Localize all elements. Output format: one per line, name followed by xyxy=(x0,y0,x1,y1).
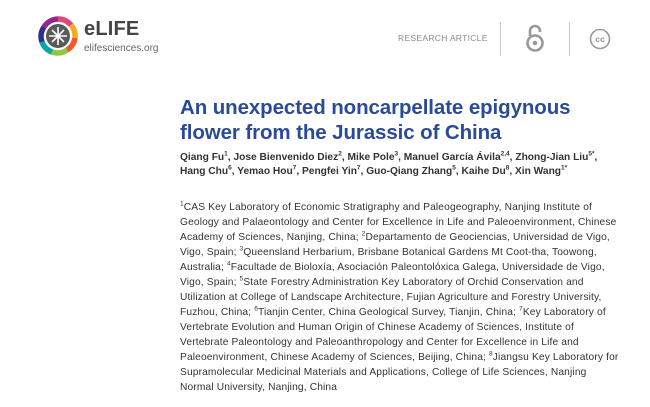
author-affiliation-marker: 7 xyxy=(292,164,297,172)
author-affiliation-marker: 6 xyxy=(228,164,232,172)
affiliation-text: Facultade de Bioloxía, Asociación Paleontolóxica Galega, Universidade de Vigo, Vigo, Spain; xyxy=(180,262,605,288)
affiliation-text: CAS Key Laboratory of Economic Stratigraphy and Paleogeography, Nanjing Institute of Geology and Palaeontology and Center for Excellence in Life and Paleoenvironment, Chinese Academy of Sciences, Nanjing, China; xyxy=(180,202,617,243)
affiliation-text: Departamento de Geociencias, Universidad de Vigo, Vigo, Spain; xyxy=(180,232,610,258)
affiliation-marker: 4 xyxy=(226,260,231,268)
author-affiliation-marker: 2,4 xyxy=(500,150,510,158)
affiliation-text: Key Laboratory of Vertebrate Evolution and Human Origin of Chinese Academy of Sciences, Institute of Vertebrate Paleontology and Paleoanthropology and Center for Excellence in Life and Paleoenvironment, Chinese Academy of Sciences, Beijing, China; xyxy=(180,307,606,363)
affiliation-text: State Forestry Administration Key Laboratory of Orchid Conservation and Utilization at College of Landscape Architecture, Fujian Agriculture and Forestry University, Fuzhou, China; xyxy=(180,277,602,318)
header-divider xyxy=(500,22,501,56)
logo-url[interactable]: elifesciences.org xyxy=(84,43,159,54)
author-name[interactable]: Kaihe Du xyxy=(461,165,506,177)
author-name[interactable]: Mike Pole xyxy=(347,152,395,163)
author-affiliation-marker: 1* xyxy=(561,164,568,172)
author-name[interactable]: Pengfei Yin xyxy=(302,165,357,177)
author-list: Qiang Fu$^1$, Jose Bienvenido Diez$^2$, Mike Pole$^3$, Manuel García Ávila$^{2,4}$, Zhong-Jian Liu$^{5*}$, Hang Chu$^6$, Yemao Hou$^7$, Pengfei Yin$^7$, Guo-Qiang Zhang$^5$, Kaihe Du$^8$, Xin Wang$^{1*}$ xyxy=(180,150,598,177)
affiliation-text: Tianjin Center, China Geological Survey, Tianjin, China; xyxy=(257,307,517,318)
author-affiliation-marker: 2 xyxy=(338,150,342,158)
header-divider xyxy=(569,22,570,56)
affiliation-marker: 7 xyxy=(519,305,523,313)
author-affiliation-marker: 5* xyxy=(588,150,595,158)
author-name[interactable]: Hang Chu xyxy=(180,165,229,177)
affiliation-marker: 8 xyxy=(489,350,493,358)
author-affiliation-marker: 1 xyxy=(224,150,228,158)
svg-text:cc: cc xyxy=(595,34,605,45)
affiliation-text: Queensland Herbarium, Brisbane Botanical Gardens Mt Coot-tha, Toowong, Australia; xyxy=(180,247,597,273)
author-name[interactable]: Zhong-Jian Liu xyxy=(515,152,589,163)
affiliation-marker: 1 xyxy=(180,200,184,208)
page-header xyxy=(0,0,650,80)
author-name[interactable]: Xin Wang xyxy=(515,165,562,177)
author-name[interactable]: Manuel García Ávila xyxy=(403,152,501,163)
author-name[interactable]: Jose Bienvenido Diez xyxy=(233,152,339,163)
author-affiliation-marker: 5 xyxy=(452,164,456,172)
creative-commons-icon xyxy=(589,28,611,50)
affiliation-marker: 2 xyxy=(361,230,366,238)
author-affiliation-marker: 8 xyxy=(505,164,510,172)
article-title: An unexpected noncarpellate epigynous flower from the Jurassic of China xyxy=(180,96,571,144)
elife-logo-icon[interactable] xyxy=(38,16,78,56)
open-access-icon xyxy=(524,23,546,53)
article-type-label: RESEARCH ARTICLE xyxy=(398,33,488,43)
affiliation-text: Jiangsu Key Laboratory for Supramolecular Medicinal Materials and Applications, College of Life Sciences, Nanjing Normal University, Nanjing, China xyxy=(180,352,619,393)
author-name[interactable]: Guo-Qiang Zhang xyxy=(366,165,453,177)
author-name[interactable]: Yemao Hou xyxy=(237,165,293,177)
affiliation-marker: 3 xyxy=(239,245,244,253)
affiliation-list xyxy=(180,200,620,395)
affiliation-marker: 6 xyxy=(254,305,258,313)
author-name[interactable]: Qiang Fu xyxy=(180,152,225,163)
logo-title[interactable]: eLIFE xyxy=(84,18,140,40)
author-affiliation-marker: 3 xyxy=(394,150,399,158)
author-affiliation-marker: 7 xyxy=(356,164,361,172)
affiliation-marker: 5 xyxy=(239,275,244,283)
